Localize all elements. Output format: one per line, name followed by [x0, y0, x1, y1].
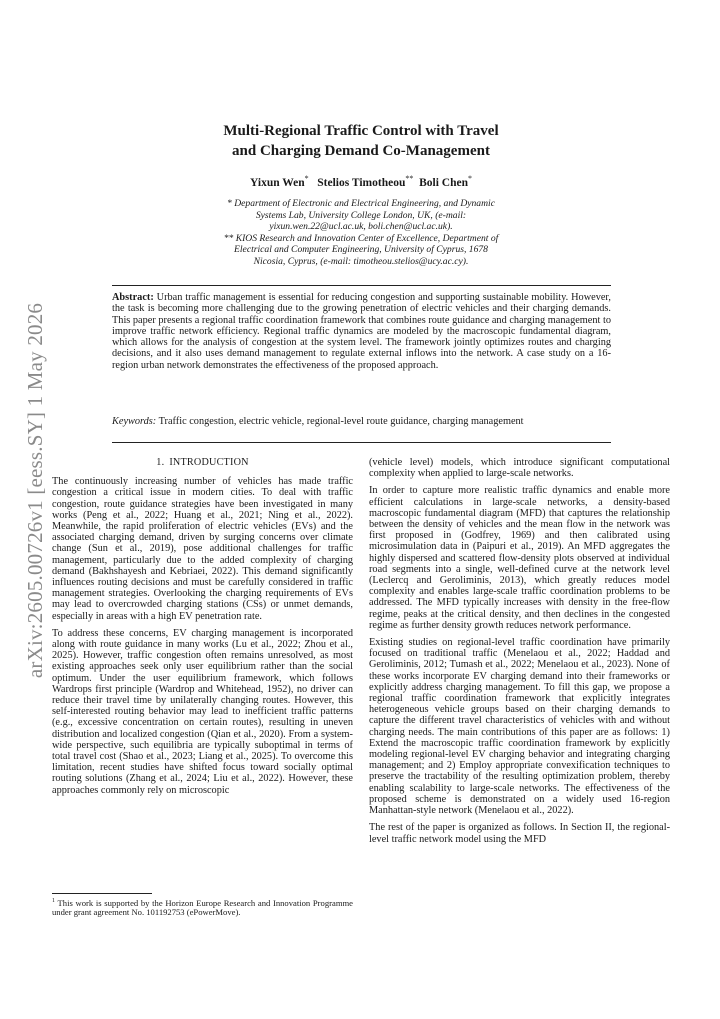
- keywords-text: Traffic congestion, electric vehicle, regional-level route guidance, charging management: [158, 416, 524, 427]
- abstract-top-rule: [112, 285, 611, 286]
- paragraph: To address these concerns, EV charging management is incorporated along with route guidance in many works (Lu et al., 2022; Zhou et al., 2025). However, traffic congestion often remains unresolved, as most existing approaches seek only user equilibrium rather than the social optimum. Under the user equilibrium framework, which follows Wardrops first principle (Wardrop and Whitehead, 1952), no driver can reduce their travel time by unilaterally changing routes. However, this self-interested routing behavior may lead to inefficient traffic patterns (e.g., excessive concentration on certain routes), resulting in uneven distribution and localized congestion (Qian et al., 2020). From a system-wide perspective, such equilibria are typically suboptimal in terms of total travel cost (Shao et al., 2023; Liang et al., 2025). To overcome this limitation, recent studies have shifted focus toward socially optimal routing solutions (Zhang et al., 2024; Liu et al., 2022). However, these approaches commonly rely on microscopic: [52, 627, 353, 796]
- paper-title: [110, 121, 612, 161]
- affiliation-line: Nicosia, Cyprus, (e-mail: timotheou.stelios@ucy.ac.cy).: [253, 255, 469, 267]
- section-heading: [52, 457, 353, 468]
- arxiv-identifier-text: arXiv:2605.00726v1 [eess.SY] 1 May 2026: [23, 302, 48, 678]
- author-mark: **: [405, 174, 414, 183]
- paragraph: The rest of the paper is organized as follows. In Section II, the regional-level traffic network model using the MFD: [369, 822, 670, 845]
- affiliation-line: Systems Lab, University College London, UK, (e-mail:: [255, 209, 467, 221]
- author-mark: *: [468, 174, 472, 183]
- author-mark: *: [304, 174, 309, 183]
- author-name: Stelios Timotheou: [317, 176, 406, 189]
- paragraph: In order to capture more realistic traffic dynamics and enable more efficient calculations in large-scale networks, a density-based macroscopic fundamental diagram (MFD) that captures the relationship between the density of vehicles and the mean flow in the network was first proposed in (Godfrey, 1969) and then calibrated using microsimulation data in (Paipuri et al., 2019). An MFD aggregates the highly dispersed and scattered flow-density plots observed at individual road segments into a single, well-defined curve at the network level (Leclercq and Geroliminis, 2013), which greatly reduces model complexity and enables large-scale traffic coordination problems to be addressed. The MFD typically increases with density in the free-flow regime, peaks at the critical density, and then declines in the congested regime as further density growth reduces network performance.: [369, 485, 670, 631]
- abstract-text: Urban traffic management is essential for reducing congestion and supporting sustainable mobility. However, the task is becoming more challenging due to the growing penetration of electric vehicles and their charging demands. This paper presents a regional traffic coordination framework that combines route guidance and charging management to improve traffic network efficiency. Regional traffic dynamics are modeled by the macroscopic fundamental diagram, which allows for the analysis of congestion at the system level. The framework jointly optimizes routes and charging decisions, and it also uses demand management to regulate external inflows into the network. A case study on a 16-region urban network demonstrates the effectiveness of the proposed approach.: [112, 292, 612, 371]
- arxiv-identifier: [16, 290, 56, 690]
- right-column: [369, 457, 670, 851]
- section-title: INTRODUCTION: [169, 457, 249, 468]
- title-line-1: Multi-Regional Traffic Control with Travel: [223, 123, 499, 139]
- affiliations: [150, 198, 572, 268]
- author-list: [110, 174, 612, 189]
- footnote-text: This work is supported by the Horizon Europe Research and Innovation Programme under grant agreement No. 101192753 (ePowerMove).: [52, 897, 353, 918]
- abstract: [112, 292, 611, 371]
- abstract-bottom-rule: [112, 442, 611, 443]
- section-number: 1.: [156, 457, 165, 468]
- left-column: [52, 457, 353, 802]
- author-name: Yixun Wen: [250, 176, 305, 189]
- abstract-label: Abstract:: [112, 292, 154, 303]
- footnote-mark: 1: [52, 898, 55, 904]
- paragraph: Existing studies on regional-level traffic coordination have primarily focused on traditional traffic (Menelaou et al., 2022; Haddad and Geroliminis, 2012; Tumash et al., 2022; Menelaou et al., 2023). None of these works incorporate EV charging demand into their frameworks or explicitly address charging management. To fill this gap, we propose a regional traffic coordination framework that explicitly integrates heterogeneous vehicle groups based on their charging demands to capture the different travel characteristics of vehicles with and without charging needs. The main contributions of this paper are as follows: 1) Extend the macroscopic traffic coordination framework by explicitly modeling regional-level EV charging behavior and integrating charging management; and 2) Employ appropriate convexification techniques to preserve the tractability of the resulting optimization problem, thereby enabling scalability to large-scale networks. The effectiveness of the proposed scheme is demonstrated on a widely used 16-region Manhattan-style network (Menelaou et al., 2022).: [369, 637, 670, 817]
- footnote-rule: [52, 893, 152, 894]
- affiliation-line: Electrical and Computer Engineering, University of Cyprus, 1678: [234, 244, 488, 256]
- affiliation-line: yixun.wen.22@ucl.ac.uk, boli.chen@ucl.ac.uk).: [269, 221, 453, 233]
- keywords-label: Keywords:: [112, 416, 157, 427]
- author-name: Boli Chen: [419, 176, 468, 189]
- title-line-2: and Charging Demand Co-Management: [232, 143, 490, 159]
- affiliation-line: ** KIOS Research and Innovation Center of Excellence, Department of: [223, 232, 499, 244]
- paragraph: The continuously increasing number of vehicles has made traffic congestion a critical issue in modern cities. To deal with traffic congestion, route guidance strategies have been investigated in many works (Peng et al., 2022; Huang et al., 2021; Ning et al., 2022). Meanwhile, the rapid proliferation of electric vehicles (EVs) and the associated charging demand, driven by surging concerns over climate change (Sun et al., 2019), pose additional challenges for traffic management, particularly due to the added complexity of charging demand (Bakhshayesh and Kebriaei, 2022). This demand significantly influences routing decisions and must be carefully considered in traffic management strategies. Overlooking the charging requirements of EVs may lead to overcrowded charging stations (CSs) or unmet demands, especially in areas with a high EV penetration rate.: [52, 476, 353, 622]
- affiliation-line: * Department of Electronic and Electrical Engineering, and Dynamic: [227, 198, 495, 209]
- keywords: [112, 416, 611, 427]
- paragraph: (vehicle level) models, which introduce significant computational complexity when applied to large-scale networks.: [369, 457, 670, 480]
- footnote: [52, 897, 353, 918]
